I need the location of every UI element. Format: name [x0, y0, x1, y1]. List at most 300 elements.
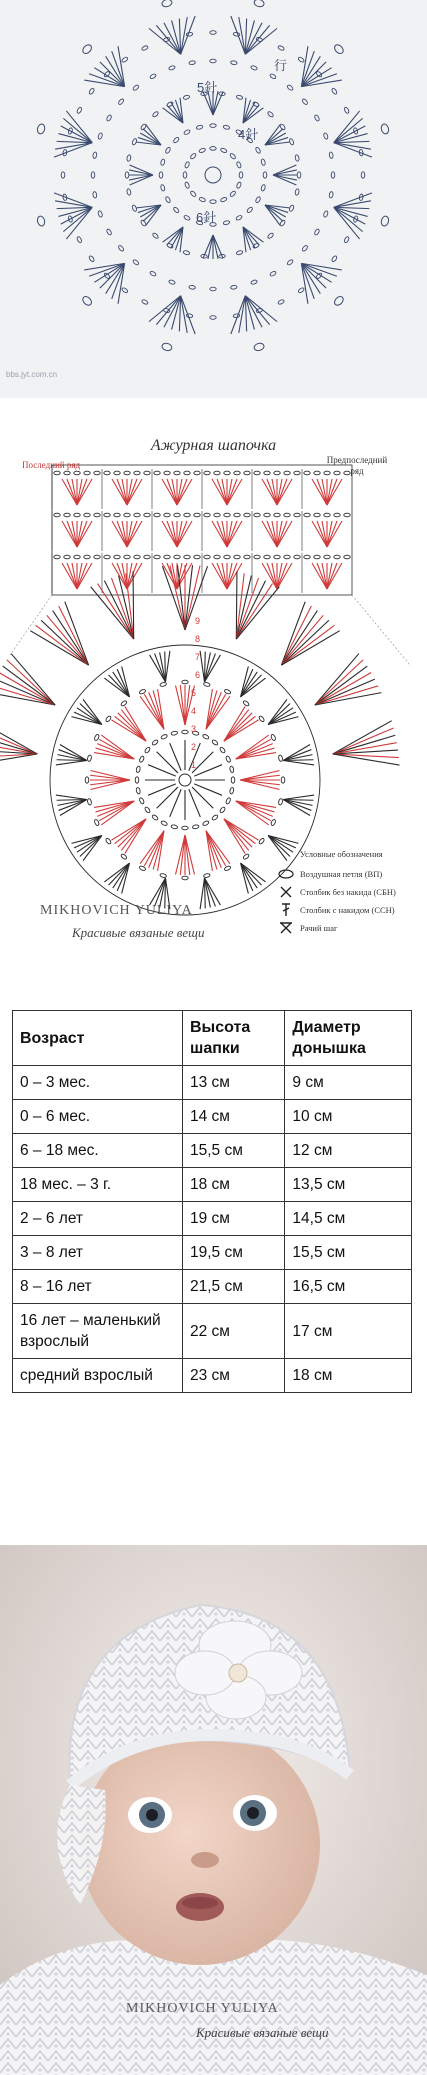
cell-height: 22 см: [182, 1304, 284, 1359]
chain-stitch-mark: [174, 555, 180, 559]
chain-stitch-mark: [334, 555, 340, 559]
chain-stitch-mark: [298, 287, 305, 294]
double-crochet-mark: [77, 563, 87, 589]
round-number: 5: [191, 688, 197, 698]
double-crochet-mark: [180, 835, 185, 875]
double-crochet-mark: [283, 800, 311, 811]
chain-stitch-mark: [184, 513, 190, 517]
legend-item: [276, 865, 426, 883]
chain-stitch-mark: [211, 739, 218, 746]
double-crochet-mark: [54, 193, 92, 208]
double-crochet-mark: [77, 521, 87, 547]
chain-stitch-mark: [168, 279, 175, 285]
round-number: 9: [195, 616, 201, 626]
double-crochet-mark: [113, 672, 130, 697]
double-crochet-mark: [281, 620, 328, 665]
double-crochet-mark: [56, 760, 87, 764]
chain-stitch-mark: [263, 172, 267, 178]
chain-stitch-mark: [192, 824, 199, 829]
double-crochet-mark: [0, 679, 55, 705]
cell-diameter: 12 см: [285, 1134, 412, 1168]
double-crochet-mark: [77, 836, 102, 853]
picot-mark: [333, 295, 345, 307]
double-crochet-mark: [334, 193, 372, 208]
chain-stitch-mark: [219, 746, 226, 753]
chain-stitch-mark: [239, 172, 243, 178]
double-crochet-mark: [127, 563, 137, 589]
watermark: bbs.jyt.com.cn: [6, 370, 58, 379]
chain-stitch-mark: [281, 777, 285, 783]
double-crochet-mark: [333, 728, 394, 754]
double-crochet-mark: [277, 479, 287, 505]
chain-stitch-mark: [132, 84, 139, 91]
chain-stitch-mark: [304, 471, 310, 475]
double-crochet-mark: [165, 651, 169, 682]
double-crochet-mark: [176, 685, 185, 725]
double-crochet-mark: [239, 296, 246, 333]
chain-stitch-mark: [223, 125, 230, 130]
chain-stitch-mark: [258, 715, 265, 722]
chain-stitch-mark: [250, 279, 257, 285]
row-label-row: 行: [274, 58, 288, 73]
cell-age: 6 – 18 мес.: [13, 1134, 183, 1168]
chain-stitch-mark: [183, 95, 190, 100]
double-crochet-mark: [231, 296, 246, 334]
brand-slogan: Красивые вязаные вещи: [196, 2025, 329, 2040]
chain-stitch-mark: [84, 471, 90, 475]
double-crochet-mark: [245, 28, 277, 54]
table-row: [13, 1304, 412, 1359]
chain-stitch-mark: [139, 689, 146, 695]
table-row: [13, 1202, 412, 1236]
chain-stitch-mark: [244, 555, 250, 559]
chain-stitch-mark: [269, 271, 276, 277]
chain-stitch-mark: [295, 155, 300, 162]
double-crochet-mark: [121, 710, 146, 742]
chain-stitch-mark: [202, 820, 209, 826]
chain-stitch-mark: [229, 153, 236, 160]
chain-stitch-mark: [74, 471, 80, 475]
chain-stitch-mark: [161, 734, 168, 740]
connector-line: [352, 595, 410, 665]
chain-stitch-mark: [154, 471, 160, 475]
row-label-5: 5針: [197, 80, 218, 95]
table-row: [13, 1236, 412, 1270]
chain-stitch-mark: [294, 555, 300, 559]
chain-stitch-mark: [106, 114, 112, 121]
row-label-6: 6針: [196, 210, 217, 225]
crab-stitch-icon: [276, 921, 296, 935]
chain-stitch-mark: [194, 555, 200, 559]
chain-stitch-mark: [344, 107, 350, 114]
double-crochet-mark: [90, 771, 130, 780]
chain-stitch-mark: [236, 250, 243, 255]
chain-stitch-mark: [174, 513, 180, 517]
cell-height: 15,5 см: [182, 1134, 284, 1168]
chain-stitch-mark: [189, 285, 196, 290]
double-crochet-mark: [104, 581, 133, 639]
chain-stitch-mark: [182, 876, 188, 880]
double-crochet-mark: [205, 878, 206, 908]
double-crochet-mark: [283, 760, 313, 761]
double-crochet-mark: [277, 563, 287, 589]
chain-stitch-mark: [297, 172, 301, 178]
chain-stitch-mark: [182, 680, 188, 684]
double-crochet-mark: [149, 28, 181, 54]
chain-stitch-mark: [274, 555, 280, 559]
chain-stitch-mark: [277, 299, 284, 305]
double-crochet-mark: [240, 780, 280, 785]
chain-stitch-mark: [168, 65, 175, 71]
double-crochet-mark: [59, 800, 87, 811]
chain-stitch-mark: [161, 820, 168, 826]
chain-stitch-mark: [314, 471, 320, 475]
chain-stitch-mark: [173, 137, 180, 144]
chain-stitch-mark: [64, 555, 70, 559]
chain-stitch-mark: [105, 715, 112, 722]
legend-label: Воздушная петля (ВП): [300, 869, 383, 879]
chain-stitch-mark: [230, 60, 237, 65]
chain-stitch-mark: [154, 513, 160, 517]
chain-stitch-mark: [94, 734, 100, 741]
double-crochet-mark: [61, 207, 93, 224]
chain-stitch-mark: [134, 471, 140, 475]
double-crochet-mark: [245, 23, 262, 55]
cell-age: 0 – 6 мес.: [13, 1100, 183, 1134]
double-crochet-mark: [0, 728, 37, 754]
chain-stitch-mark: [87, 755, 92, 762]
cell-diameter: 10 см: [285, 1100, 412, 1134]
double-crochet-mark: [213, 235, 218, 259]
chain-stitch-mark: [242, 700, 249, 707]
prelast-row-label: Предпоследний ряд: [326, 455, 388, 476]
double-crochet-mark: [236, 581, 265, 639]
chain-stitch-mark: [301, 245, 308, 252]
chain-stitch-mark: [144, 746, 151, 753]
double-crochet-mark: [273, 165, 296, 175]
legend-label: Столбик с накидом (ССН): [300, 905, 395, 915]
double-crochet-mark: [334, 126, 366, 143]
double-crochet-mark: [177, 521, 187, 547]
chain-stitch-mark: [165, 147, 171, 154]
chain-stitch-mark: [219, 806, 226, 813]
double-crochet-mark: [273, 175, 296, 185]
legend-item: [276, 919, 426, 937]
chain-stitch-mark: [314, 555, 320, 559]
chain-stitch-mark: [126, 155, 131, 162]
chain-stitch-mark: [114, 555, 120, 559]
double-crochet-mark: [227, 563, 237, 589]
picot-mark: [253, 0, 264, 8]
double-crochet-mark: [281, 611, 317, 666]
chain-stitch-mark: [184, 471, 190, 475]
double-crochet-mark: [164, 23, 181, 55]
chain-stitch-mark: [214, 555, 220, 559]
chain-stitch-icon: [276, 867, 296, 881]
cell-height: 19,5 см: [182, 1236, 284, 1270]
chain-stitch-mark: [334, 513, 340, 517]
chain-stitch-mark: [164, 555, 170, 559]
chain-stitch-mark: [278, 755, 283, 762]
round-number: 4: [191, 706, 197, 716]
double-crochet-mark: [203, 235, 213, 258]
chain-stitch-mark: [184, 555, 190, 559]
cell-diameter: 14,5 см: [285, 1202, 412, 1236]
chain-stitch-mark: [94, 819, 100, 826]
header-age: Возраст: [13, 1011, 183, 1066]
chain-stitch-mark: [104, 513, 110, 517]
cell-diameter: 15,5 см: [285, 1236, 412, 1270]
double-crochet-mark: [231, 16, 246, 54]
double-crochet-mark: [167, 479, 177, 505]
chain-stitch-mark: [189, 60, 196, 65]
chain-stitch-mark: [323, 210, 329, 217]
cell-age: 16 лет – маленький взрослый: [13, 1304, 183, 1359]
round-number: 6: [195, 670, 201, 680]
double-crochet-mark: [130, 175, 153, 185]
double-crochet-mark: [327, 563, 337, 589]
chain-stitch-mark: [136, 787, 141, 794]
double-crochet-mark: [334, 143, 372, 158]
chain-stitch-mark: [183, 250, 190, 255]
chain-stitch-mark: [229, 766, 234, 773]
cell-diameter: 18 см: [285, 1359, 412, 1393]
chain-stitch-mark: [173, 206, 180, 213]
chain-stitch-mark: [234, 555, 240, 559]
double-crochet-mark: [317, 521, 327, 547]
picot-mark: [81, 295, 93, 307]
round-number: 1: [191, 760, 197, 770]
chain-stitch-mark: [160, 873, 167, 878]
double-crochet-mark: [334, 207, 360, 239]
header-height: Высота шапки: [182, 1011, 284, 1066]
chain-stitch-mark: [210, 287, 216, 291]
double-crochet-mark: [176, 835, 185, 875]
double-crochet-mark: [224, 716, 256, 741]
double-crochet-mark: [273, 170, 297, 175]
chain-stitch-mark: [196, 125, 203, 130]
chain-stitch-mark: [211, 814, 218, 821]
chain-stitch-mark: [76, 107, 82, 114]
double-crochet-mark: [200, 651, 204, 682]
cell-age: 18 мес. – 3 г.: [13, 1168, 183, 1202]
chain-stitch-mark: [106, 228, 112, 235]
chain-stitch-mark: [224, 513, 230, 517]
cell-age: 8 – 16 лет: [13, 1270, 183, 1304]
double-crochet-mark: [167, 521, 177, 547]
double-crochet-mark: [241, 863, 258, 888]
chain-stitch-mark: [234, 513, 240, 517]
chain-stitch-mark: [287, 259, 294, 266]
chain-stitch-mark: [160, 159, 165, 166]
cell-age: 0 – 3 мес.: [13, 1066, 183, 1100]
chain-stitch-mark: [94, 555, 100, 559]
chain-stitch-mark: [204, 471, 210, 475]
double-crochet-mark: [334, 207, 366, 224]
chain-stitch-mark: [149, 271, 156, 277]
chain-stitch-mark: [267, 232, 274, 239]
double-crochet-mark: [117, 521, 127, 547]
header-diameter: Диаметр донышка: [285, 1011, 412, 1066]
chain-stitch-mark: [88, 88, 95, 95]
cell-height: 14 см: [182, 1100, 284, 1134]
chain-stitch-mark: [229, 190, 236, 197]
chain-stitch-mark: [231, 777, 235, 783]
chain-stitch-mark: [94, 513, 100, 517]
chain-stitch-mark: [194, 471, 200, 475]
double-crochet-mark: [55, 201, 92, 208]
double-crochet-mark: [239, 17, 246, 54]
chain-stitch-mark: [224, 471, 230, 475]
double-crochet-mark: [41, 620, 88, 665]
double-crochet-mark: [181, 17, 188, 54]
double-crochet-mark: [283, 760, 314, 764]
chain-stitch-mark: [270, 734, 276, 741]
chain-stitch-mark: [229, 787, 234, 794]
chain-stitch-mark: [224, 689, 231, 695]
table-row: [13, 1100, 412, 1134]
cell-age: 3 – 8 лет: [13, 1236, 183, 1270]
chain-stitch-mark: [298, 56, 305, 63]
double-crochet-mark: [129, 170, 153, 175]
size-table: [12, 1010, 412, 1393]
chain-stitch-mark: [264, 513, 270, 517]
chain-stitch-mark: [278, 798, 283, 805]
chain-stitch-mark: [194, 513, 200, 517]
double-crochet-mark: [130, 165, 153, 175]
chain-stitch-mark: [204, 513, 210, 517]
chain-stitch-mark: [210, 124, 216, 128]
double-crochet-mark: [240, 780, 280, 789]
chain-stitch-mark: [54, 513, 60, 517]
chain-stitch-mark: [184, 182, 190, 189]
chain-stitch-mark: [344, 513, 350, 517]
chain-stitch-mark: [54, 471, 60, 475]
chain-stitch-mark: [223, 220, 230, 225]
chain-stitch-mark: [284, 555, 290, 559]
double-crochet-mark: [240, 775, 280, 780]
chain-stitch-mark: [323, 132, 329, 139]
chain-stitch-mark: [261, 159, 266, 166]
double-crochet-mark: [61, 126, 93, 143]
chain-stitch-mark: [141, 299, 148, 305]
single-crochet-icon: [276, 885, 296, 899]
double-crochet-mark: [67, 479, 77, 505]
round-number: 3: [191, 724, 197, 734]
double-crochet-mark: [240, 771, 280, 780]
double-crochet-mark: [268, 708, 293, 725]
double-crochet-mark: [317, 563, 327, 589]
double-crochet-mark: [181, 16, 196, 54]
double-crochet-mark: [185, 835, 190, 875]
chain-stitch-mark: [91, 172, 95, 178]
double-crochet-mark: [334, 143, 371, 150]
cell-diameter: 16,5 см: [285, 1270, 412, 1304]
chain-stitch-mark: [254, 555, 260, 559]
chain-stitch-mark: [214, 513, 220, 517]
center-ring: [205, 167, 221, 183]
double-crochet-mark: [66, 207, 92, 239]
double-crochet-mark: [90, 780, 130, 785]
chain-stitch-mark: [165, 196, 171, 203]
double-crochet-mark: [277, 521, 287, 547]
chain-stitch-mark: [104, 471, 110, 475]
chain-stitch-mark: [84, 555, 90, 559]
baby-photo-panel: [0, 1545, 427, 2075]
chain-stitch-mark: [174, 471, 180, 475]
chain-stitch-mark: [144, 471, 150, 475]
chain-stitch-mark: [225, 797, 231, 804]
round-crochet-chart: [0, 0, 427, 398]
chain-stitch-mark: [220, 197, 227, 203]
cell-diameter: 13,5 см: [285, 1168, 412, 1202]
double-crochet-mark: [155, 654, 166, 682]
brand-slogan: Красивые вязаные вещи: [72, 925, 205, 940]
chain-stitch-mark: [87, 798, 92, 805]
picot-mark: [380, 215, 389, 226]
double-crochet-mark: [245, 296, 277, 322]
chain-stitch-mark: [255, 196, 261, 203]
double-crochet-mark: [205, 878, 216, 906]
chain-stitch-mark: [344, 555, 350, 559]
chain-stitch-mark: [224, 555, 230, 559]
chain-stitch-mark: [287, 84, 294, 91]
row-label-4: 4針: [238, 127, 259, 142]
chain-stitch-mark: [164, 513, 170, 517]
chain-stitch-mark: [261, 184, 266, 191]
double-crochet-mark: [181, 296, 188, 333]
chain-stitch-mark: [236, 161, 242, 168]
double-crochet-mark: [11, 654, 55, 705]
cell-height: 23 см: [182, 1359, 284, 1393]
chain-stitch-mark: [264, 555, 270, 559]
chain-stitch-mark: [324, 513, 330, 517]
legend-item: [276, 883, 426, 901]
double-crochet-mark: [77, 479, 87, 505]
double-crochet-mark: [241, 672, 258, 697]
chain-stitch-mark: [329, 191, 334, 198]
double-crochet-mark: [56, 795, 87, 799]
chain-stitch-mark: [151, 814, 158, 821]
double-crochet-mark: [200, 878, 204, 909]
chain-stitch-mark: [171, 824, 178, 829]
chain-stitch-mark: [135, 777, 139, 783]
chain-stitch-mark: [210, 59, 216, 63]
double-crochet-mark: [283, 750, 311, 761]
picot-mark: [161, 342, 172, 351]
chain-stitch-mark: [277, 45, 284, 51]
table-row: [13, 1134, 412, 1168]
table-row: [13, 1270, 412, 1304]
chain-stitch-mark: [88, 255, 95, 262]
chain-stitch-mark: [190, 190, 197, 197]
chain-stitch-mark: [344, 236, 350, 243]
last-row-label: Последний ряд: [22, 460, 81, 470]
picot-mark: [380, 123, 389, 134]
chain-stitch-mark: [139, 756, 145, 763]
cell-diameter: 17 см: [285, 1304, 412, 1359]
legend-label: Рачий шаг: [300, 923, 338, 933]
chain-stitch-mark: [267, 111, 274, 118]
table-row: [13, 1168, 412, 1202]
chain-stitch-mark: [324, 555, 330, 559]
picot-mark: [36, 123, 45, 134]
chain-stitch-mark: [361, 172, 365, 178]
double-crochet-mark: [185, 835, 194, 875]
cell-height: 18 см: [182, 1168, 284, 1202]
chain-stitch-mark: [246, 206, 253, 213]
chain-stitch-mark: [210, 147, 216, 151]
